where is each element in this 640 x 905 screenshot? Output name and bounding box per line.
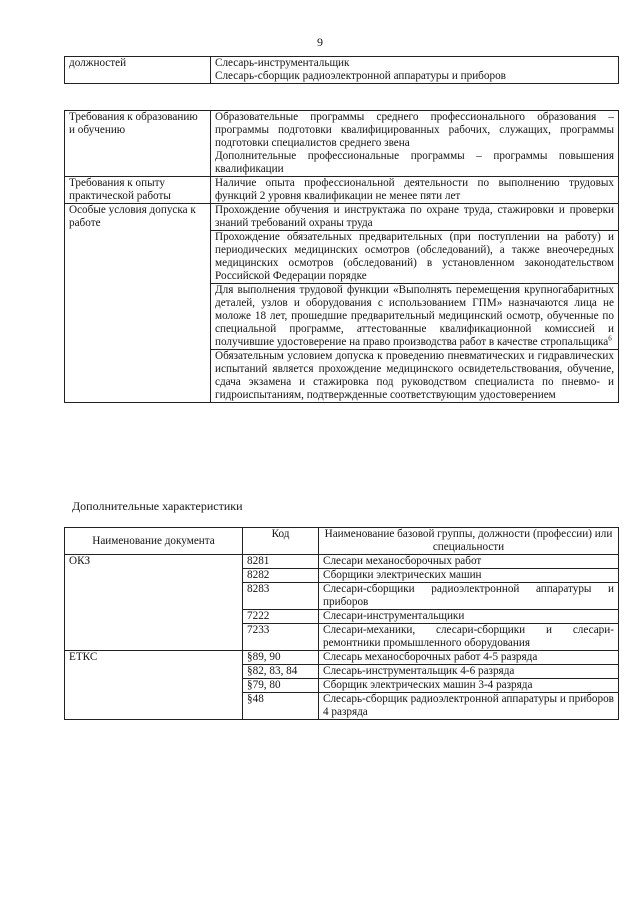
positions-table	[64, 56, 619, 84]
table-row	[65, 555, 619, 569]
code-cell: 8282	[243, 569, 319, 583]
position-item: Слесарь-инструментальщик	[215, 57, 350, 69]
name-cell: Сборщики электрических машин	[319, 569, 619, 583]
name-cell: Слесари-сборщики радиоэлектронной аппаратуры и приборов	[319, 583, 619, 610]
page-number: 9	[317, 35, 323, 49]
requirements-table	[64, 110, 619, 403]
footnote-mark: 6	[608, 334, 612, 343]
header-code: Код	[243, 528, 319, 555]
special-condition: Прохождение обязательных предварительных (при поступлении на работу) и периодических медицинских осмотров (обследований), а также внеочередных медицинских осмотров (обследований) в установленном законодательством Российской Федерации порядке	[211, 231, 618, 284]
code-cell: §79, 80	[243, 679, 319, 693]
special-conditions-label: Особые условия допуска к работе	[65, 204, 211, 403]
name-cell: Слесарь-инструментальщик 4-6 разряда	[319, 665, 619, 679]
code-cell: §48	[243, 693, 319, 720]
special-condition-text: Для выполнения трудовой функции «Выполнять перемещения крупногабаритных деталей, узлов и оборудования с использованием ГПМ» назначаются лица не моложе 18 лет, прошедшие предварительный медицинский осмотр, обученные по специальной программе, аттестованные квалификационной комиссией и получившие удостоверение на право производства работ в качестве стропальщика	[215, 284, 614, 348]
name-cell: Слесарь механосборочных работ 4-5 разряда	[319, 651, 619, 665]
position-item: Слесарь-сборщик радиоэлектронной аппаратуры и приборов	[215, 70, 506, 82]
code-cell: 8281	[243, 555, 319, 569]
special-conditions-cell	[211, 204, 619, 403]
table-header-row	[65, 528, 619, 555]
code-cell: 7222	[243, 610, 319, 624]
positions-label: должностей	[65, 57, 211, 84]
doc-etks: ЕТКС	[65, 651, 243, 720]
name-cell: Слесари механосборочных работ	[319, 555, 619, 569]
code-cell: §82, 83, 84	[243, 665, 319, 679]
name-cell: Слесари-инструментальщики	[319, 610, 619, 624]
special-condition	[211, 284, 618, 350]
special-condition: Обязательным условием допуска к проведению пневматических и гидравлических испытаний является прохождение медицинского освидетельствования, обучение, сдача экзамена и стажировка под руководством специалиста по пневмо- и гидроиспытаниям, подтвержденные соответствующим удостоверением	[215, 350, 614, 401]
header-name: Наименование базовой группы, должности (профессии) или специальности	[319, 528, 619, 555]
education-text: Образовательные программы среднего профессионального образования – программы подготовки квалифицированных рабочих, служащих, программы подготовки специалистов среднего звена	[215, 111, 614, 149]
education-cell	[211, 111, 619, 177]
name-cell: Слесари-механики, слесари-сборщики и слесари-ремонтники промышленного оборудования	[319, 624, 619, 651]
name-cell: Сборщик электрических машин 3-4 разряда	[319, 679, 619, 693]
code-cell: §89, 90	[243, 651, 319, 665]
additional-table	[64, 527, 619, 720]
education-text: Дополнительные профессиональные программы – программы повышения квалификации	[215, 150, 614, 175]
name-cell: Слесарь-сборщик радиоэлектронной аппаратуры и приборов 4 разряда	[319, 693, 619, 720]
experience-text: Наличие опыта профессиональной деятельности по выполнению трудовых функций 2 уровня квалификации не менее пяти лет	[211, 177, 619, 204]
special-condition: Прохождение обучения и инструктажа по охране труда, стажировки и проверки знаний требований охраны труда	[211, 204, 618, 231]
code-cell: 8283	[243, 583, 319, 610]
table-row	[65, 651, 619, 665]
code-cell: 7233	[243, 624, 319, 651]
additional-title: Дополнительные характеристики	[72, 499, 243, 513]
education-label: Требования к образованию и обучению	[65, 111, 211, 177]
experience-label: Требования к опыту практической работы	[65, 177, 211, 204]
positions-list	[211, 57, 619, 84]
header-document: Наименование документа	[65, 528, 243, 555]
doc-okz: ОКЗ	[65, 555, 243, 651]
